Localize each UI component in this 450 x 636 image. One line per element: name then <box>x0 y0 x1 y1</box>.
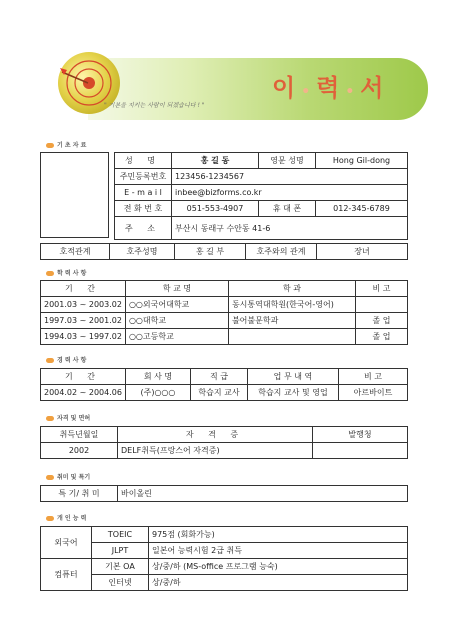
edu-note <box>355 297 407 313</box>
title-char-3: 서 <box>360 74 386 102</box>
id-value: 123456-1234567 <box>172 169 408 185</box>
career-header-rank: 직 급 <box>190 369 247 385</box>
phone-label: 전 화 번 호 <box>115 201 172 217</box>
edu-school: ○○대학교 <box>125 313 228 329</box>
skills-table <box>40 526 408 591</box>
phone-value: 051-553-4907 <box>172 201 259 217</box>
career-header-company: 회 사 명 <box>125 369 190 385</box>
table-row <box>41 559 408 575</box>
license-cert: DELF취득(프랑스어 자격증) <box>118 443 313 459</box>
table-row <box>41 543 408 559</box>
foreign-language-label: 외국어 <box>41 527 92 559</box>
household-head-value: 홍 길 부 <box>175 244 246 260</box>
relation-label: 호주와의 관계 <box>246 244 317 260</box>
hobby-table <box>40 485 408 502</box>
photo-box <box>40 152 109 238</box>
edu-note: 졸 업 <box>355 313 407 329</box>
title-char-2: 력 <box>316 74 342 102</box>
edu-school: ○○고등학교 <box>125 329 228 345</box>
table-row <box>41 443 408 459</box>
table-row <box>41 297 408 313</box>
career-header-row <box>41 369 408 385</box>
basic-info-table <box>114 152 408 240</box>
email-label: E - m a i l <box>115 185 172 201</box>
section-education-heading <box>46 268 86 277</box>
edu-major: 동시통역대학원(한국어-영어) <box>228 297 355 313</box>
skill-value: 상/중/하 (MS-office 프로그램 능숙) <box>149 559 408 575</box>
career-rank: 학습지 교사 <box>190 385 247 401</box>
license-table <box>40 426 408 459</box>
career-table <box>40 368 408 401</box>
section-skills-label: 개 인 능 력 <box>57 515 87 522</box>
table-row <box>41 385 408 401</box>
edu-note: 졸 업 <box>355 329 407 345</box>
mobile-value: 012-345-6789 <box>316 201 408 217</box>
edu-period: 1997.03 ~ 2001.02 <box>41 313 126 329</box>
name-label: 성 명 <box>115 153 172 169</box>
edu-period: 1994.03 ~ 1997.02 <box>41 329 126 345</box>
section-license-label: 자격 및 면허 <box>57 415 91 422</box>
family-relation-label: 호적관계 <box>41 244 110 260</box>
household-head-label: 호주성명 <box>110 244 175 260</box>
career-header-note: 비 고 <box>338 369 407 385</box>
family-table <box>40 243 408 260</box>
license-issuer <box>313 443 408 459</box>
section-skills-heading <box>46 513 86 522</box>
education-table <box>40 280 408 345</box>
table-row <box>41 313 408 329</box>
skill-name: TOEIC <box>92 527 149 543</box>
header-banner <box>48 52 428 130</box>
career-company: (주)○○○ <box>125 385 190 401</box>
career-header-period: 기 간 <box>41 369 126 385</box>
edu-header-period: 기 간 <box>41 281 126 297</box>
section-hobby-heading <box>46 472 90 481</box>
computer-label: 컴퓨터 <box>41 559 92 591</box>
career-header-duties: 업 무 내 역 <box>247 369 338 385</box>
edu-school: ○○외국어대학교 <box>125 297 228 313</box>
license-header-date: 취득년월일 <box>41 427 118 443</box>
table-row <box>41 486 408 502</box>
skill-name: JLPT <box>92 543 149 559</box>
edu-period: 2001.03 ~ 2003.02 <box>41 297 126 313</box>
address-label: 주 소 <box>115 217 172 240</box>
section-hobby-label: 취미 및 특기 <box>57 474 91 481</box>
section-license-heading <box>46 413 90 422</box>
id-label: 주민등록번호 <box>115 169 172 185</box>
hobby-value: 바이올린 <box>118 486 408 502</box>
eng-name-label: 영문 성명 <box>259 153 316 169</box>
mobile-label: 휴 대 폰 <box>259 201 316 217</box>
title-char-1: 이 <box>272 74 298 102</box>
name-value: 홍 길 동 <box>172 153 259 169</box>
section-basic-heading <box>46 140 86 149</box>
edu-major <box>228 329 355 345</box>
document-title: 이 • 력 • 서 <box>272 74 386 102</box>
section-career-label: 경 력 사 항 <box>57 357 87 364</box>
tagline: " 기본을 지키는 사람이 되겠습니다 ! " <box>104 102 205 109</box>
license-header-issuer: 발행청 <box>313 427 408 443</box>
career-note: 아르바이트 <box>338 385 407 401</box>
skill-value: 일본어 능력시험 2급 취득 <box>149 543 408 559</box>
edu-header-major: 학 과 <box>228 281 355 297</box>
address-value: 부산시 동래구 수안동 41-6 <box>172 217 408 240</box>
hobby-label: 특 기/ 취 미 <box>41 486 118 502</box>
edu-header-school: 학 교 명 <box>125 281 228 297</box>
table-row <box>41 575 408 591</box>
table-row <box>41 329 408 345</box>
table-row <box>41 527 408 543</box>
edu-header-note: 비 고 <box>355 281 407 297</box>
education-header-row <box>41 281 408 297</box>
section-career-heading <box>46 355 86 364</box>
email-value: inbee@bizforms.co.kr <box>172 185 408 201</box>
skill-value: 975점 (회화가능) <box>149 527 408 543</box>
edu-major: 불어불문학과 <box>228 313 355 329</box>
skill-name: 기본 OA <box>92 559 149 575</box>
career-duties: 학습지 교사 및 영업 <box>247 385 338 401</box>
eng-name-value: Hong Gil-dong <box>316 153 408 169</box>
license-header-row <box>41 427 408 443</box>
career-period: 2004.02 ~ 2004.06 <box>41 385 126 401</box>
skill-name: 인터넷 <box>92 575 149 591</box>
license-header-cert: 자 격 증 <box>118 427 313 443</box>
section-basic-label: 기 초 자 료 <box>57 142 87 149</box>
license-date: 2002 <box>41 443 118 459</box>
section-education-label: 학 력 사 항 <box>57 270 87 277</box>
skill-value: 상/중/하 <box>149 575 408 591</box>
relation-value: 장녀 <box>317 244 408 260</box>
